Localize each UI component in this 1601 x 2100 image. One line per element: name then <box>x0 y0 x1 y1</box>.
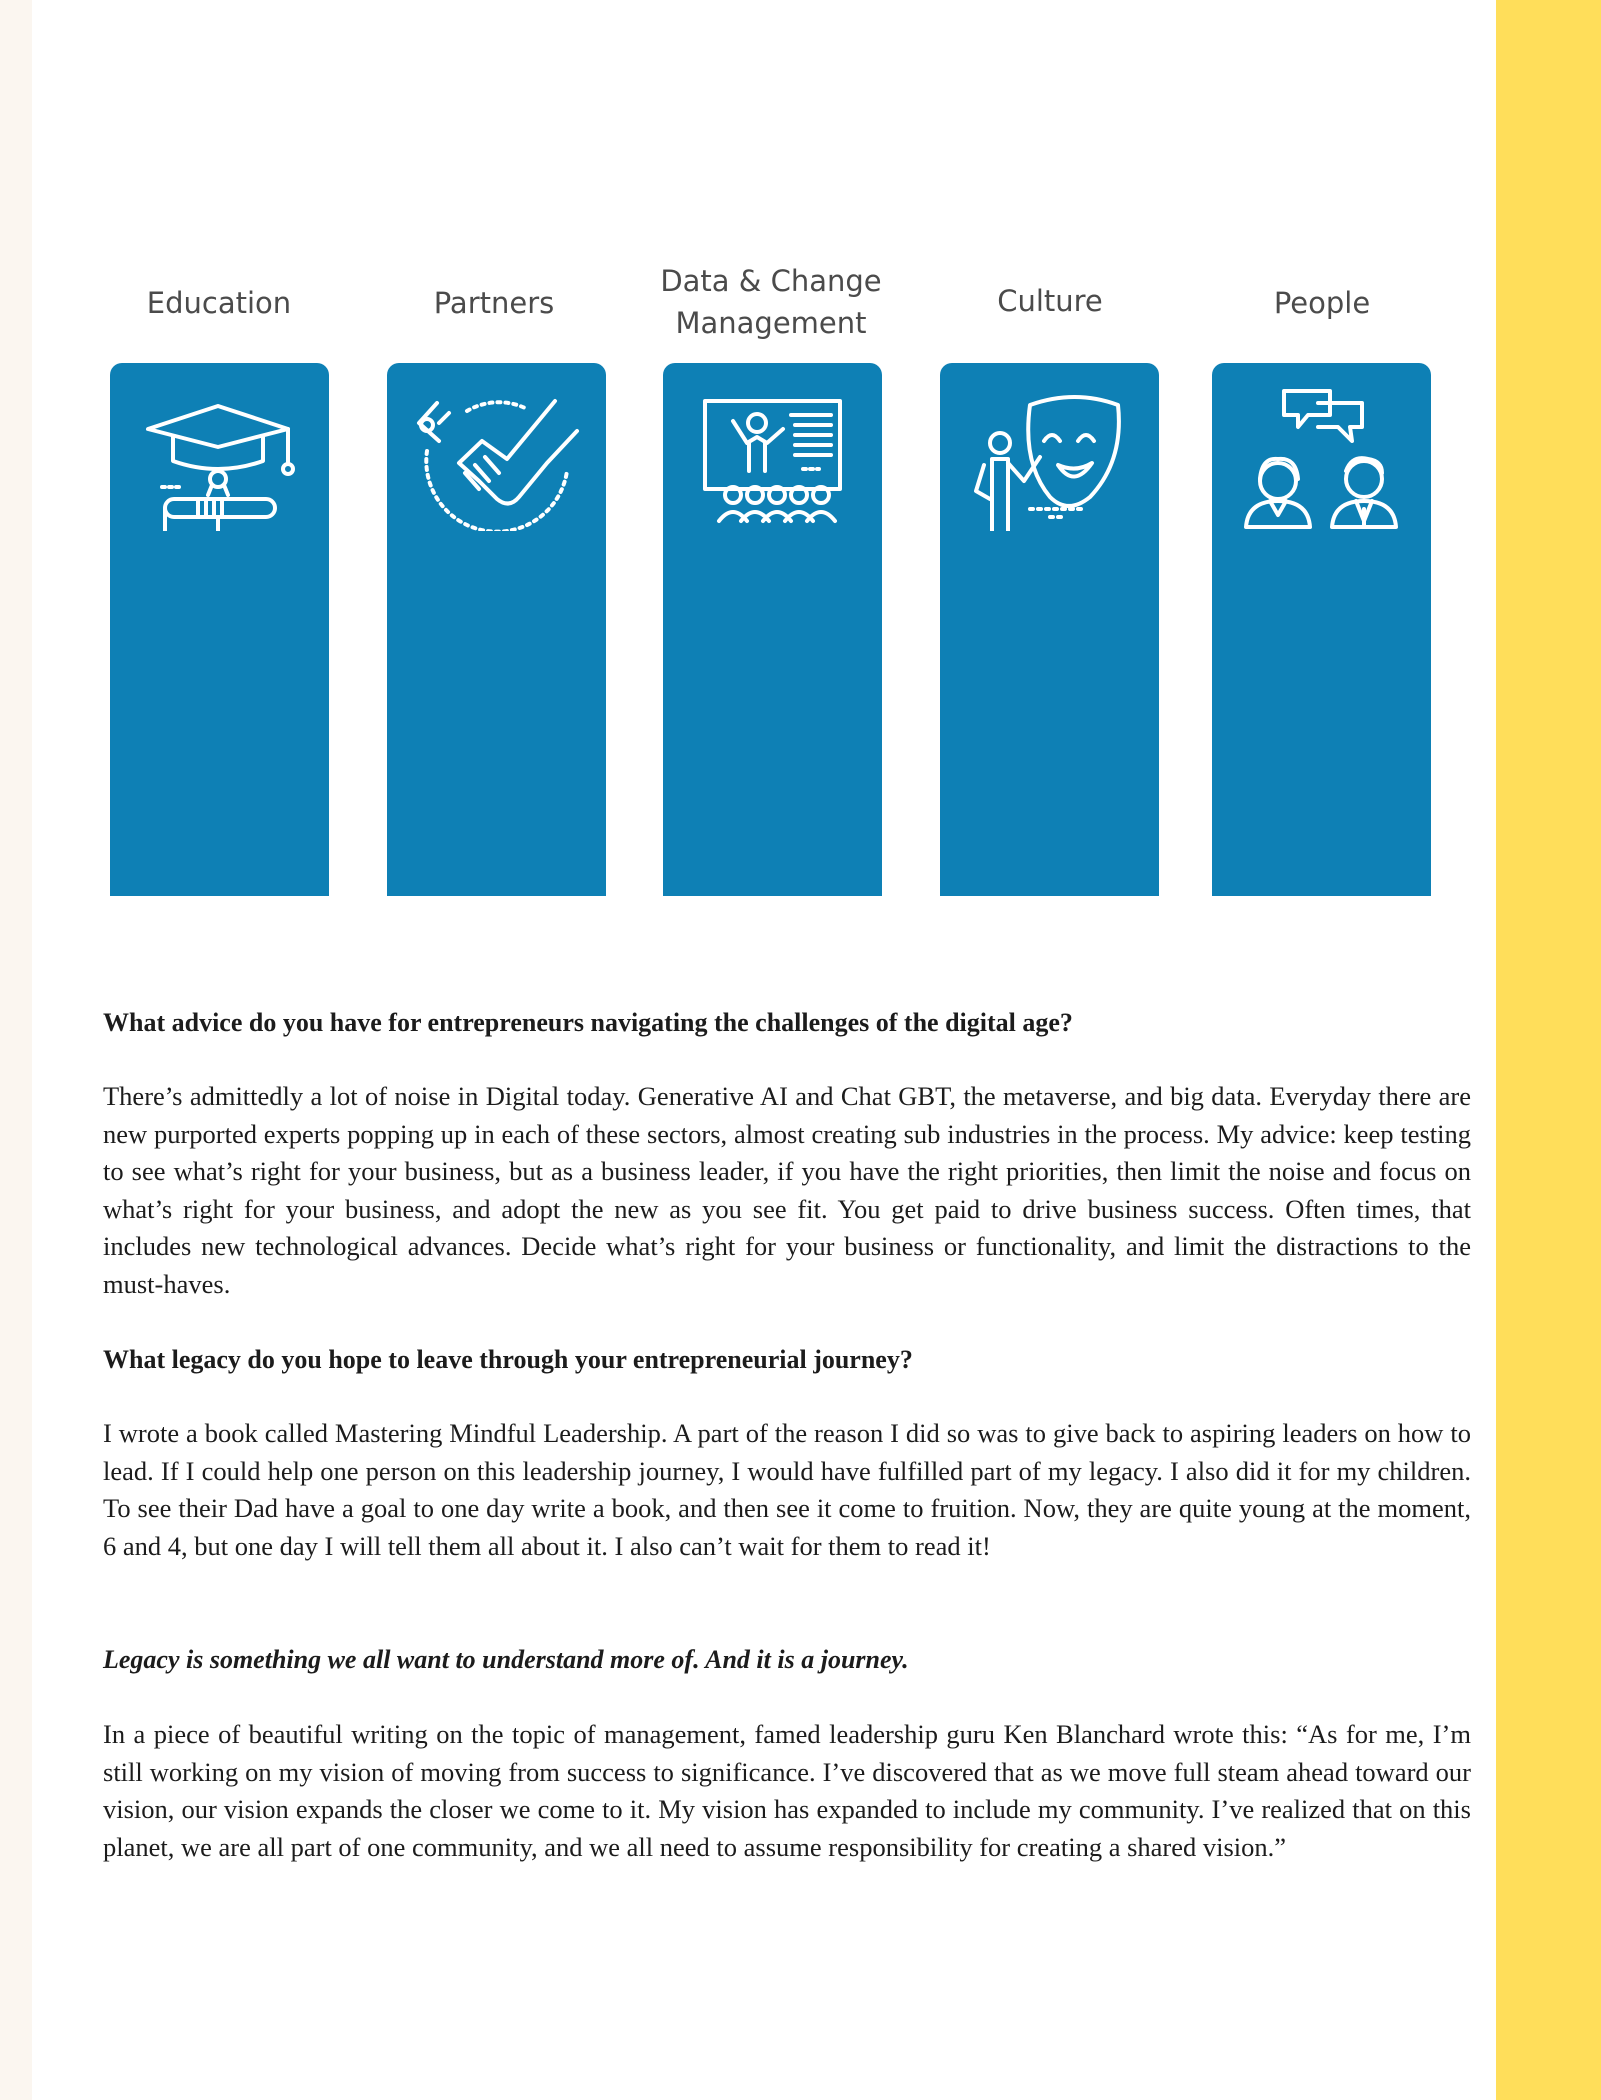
pillar-label-education: Education <box>146 286 292 320</box>
pillar-label-line1: Data & Change <box>660 264 882 298</box>
pillar-label-data-change <box>641 260 901 344</box>
pillar-label-partners: Partners <box>433 286 555 320</box>
blanchard-quote-block <box>103 1716 1471 1866</box>
pillar-data-change <box>663 363 882 896</box>
pillar-education <box>110 363 329 896</box>
pillar-label-line2: Management <box>675 306 867 340</box>
answer-legacy-block <box>103 1415 1471 1565</box>
answer-digital-age-block <box>103 1078 1471 1303</box>
question-legacy-block <box>103 1342 1471 1378</box>
question-legacy: What legacy do you hope to leave through your entrepreneurial journey? <box>103 1345 913 1374</box>
answer-legacy: I wrote a book called Mastering Mindful Leadership. A part of the reason I did so was to give back to aspiring leaders on how to lead. If I could help one person on this leadership journey, I would have fulfilled part of my legacy. I also did it for my children. To see their Dad have a goal to one day write a book, and then see it come to fruition. Now, they are quite young at the moment, 6 and 4, but one day I will tell them all about it. I also can’t wait for them to read it! <box>103 1418 1471 1561</box>
theater-mask-presenter-icon <box>940 381 1159 531</box>
pillar-culture <box>940 363 1159 896</box>
pillar-label-culture: Culture <box>997 284 1103 318</box>
pillar-people <box>1212 363 1431 896</box>
pillar-label-people: People <box>1273 286 1371 320</box>
emphasis-block <box>103 1642 1471 1678</box>
handshake-icon <box>387 381 606 531</box>
people-chat-icon <box>1212 381 1431 531</box>
question-digital-age: What advice do you have for entrepreneurs navigating the challenges of the digital age? <box>103 1008 1073 1037</box>
legacy-emphasis: Legacy is something we all want to understand more of. And it is a journey. <box>103 1645 909 1674</box>
graduation-cap-diploma-icon <box>110 381 329 531</box>
presentation-audience-icon <box>663 381 882 531</box>
page-left-margin <box>0 0 32 2100</box>
answer-digital-age: There’s admittedly a lot of noise in Digital today. Generative AI and Chat GBT, the metaverse, and big data. Everyday there are new purported experts popping up in each of these sectors, almost creating sub industries in the process. My advice: keep testing to see what’s right for your business, but as a business leader, if you have the right priorities, then limit the noise and focus on what’s right for your business, and adopt the new as you see fit. You get paid to drive business success. Often times, that includes new technological advances. Decide what’s right for your business or functionality, and limit the distractions to the must-haves. <box>103 1081 1471 1299</box>
article-body <box>103 1005 1471 1041</box>
pillar-partners <box>387 363 606 896</box>
yellow-side-bar <box>1496 0 1601 2100</box>
blanchard-quote: In a piece of beautiful writing on the topic of management, famed leadership guru Ken Blanchard wrote this: “As for me, I’m still working on my vision of moving from success to significance. I’ve discovered that as we move full steam ahead toward our vision, our vision expands the closer we come to it. My vision has expanded to include my community. I’ve realized that on this planet, we are all part of one community, and we all need to assume responsibility for creating a shared vision.” <box>103 1719 1471 1862</box>
